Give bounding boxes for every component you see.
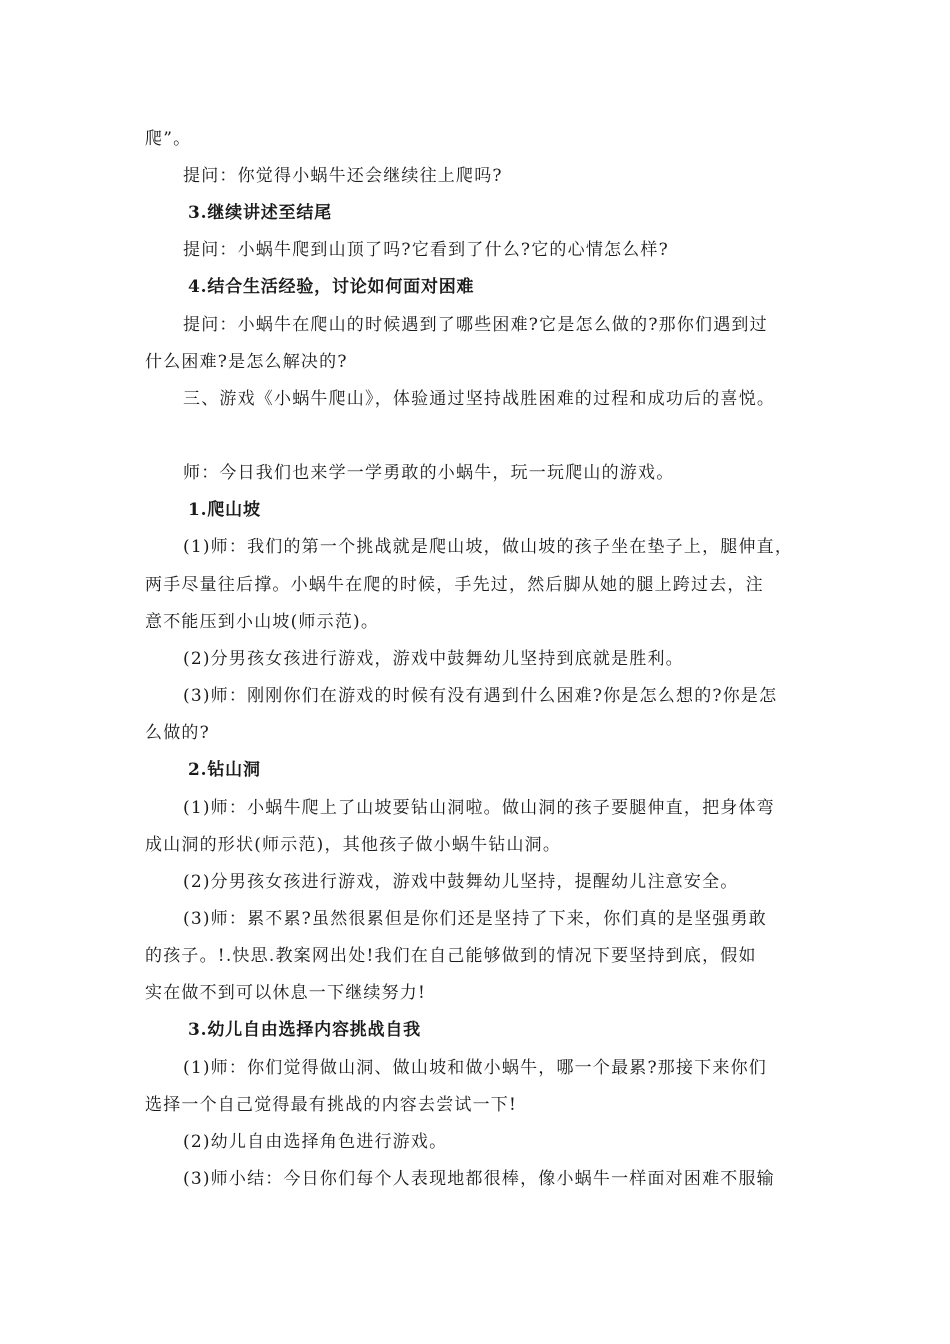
text-line: 选择一个自己觉得最有挑战的内容去尝试一下! bbox=[145, 1095, 518, 1115]
text-line: 提问：小蜗牛在爬山的时候遇到了哪些困难?它是怎么做的?那你们遇到过 bbox=[183, 315, 768, 335]
text-line: 提问：小蜗牛爬到山顶了吗?它看到了什么?它的心情怎么样? bbox=[183, 240, 669, 260]
text-line: 三、游戏《小蜗牛爬山》，体验通过坚持战胜困难的过程和成功后的喜悦。 bbox=[183, 389, 776, 409]
text-line: (1)师：小蜗牛爬上了山坡要钻山洞啦。做山洞的孩子要腿伸直，把身体弯 bbox=[183, 798, 775, 818]
text-line: (3)师小结：今日你们每个人表现地都很棒，像小蜗牛一样面对困难不服输 bbox=[183, 1169, 775, 1189]
text-line: 什么困难?是怎么解决的? bbox=[145, 352, 348, 372]
text-line: 师：今日我们也来学一学勇敢的小蜗牛，玩一玩爬山的游戏。 bbox=[183, 463, 675, 483]
text-line: (2)分男孩女孩进行游戏，游戏中鼓舞幼儿坚持到底就是胜利。 bbox=[183, 649, 684, 669]
text-line: 两手尽量往后撑。小蜗牛在爬的时候，手先过，然后脚从她的腿上跨过去，注 bbox=[145, 575, 764, 595]
text-line: (3)师：累不累?虽然很累但是你们还是坚持了下来，你们真的是坚强勇敢 bbox=[183, 909, 767, 929]
text-line: (1)师：你们觉得做山洞、做山坡和做小蜗牛，哪一个最累?那接下来你们 bbox=[183, 1058, 767, 1078]
text-line: 实在做不到可以休息一下继续努力! bbox=[145, 983, 427, 1003]
section-heading: 1.爬山坡 bbox=[188, 500, 261, 520]
text-line: 意不能压到小山坡(师示范)。 bbox=[145, 612, 380, 632]
text-line: (3)师：刚刚你们在游戏的时候有没有遇到什么困难?你是怎么想的?你是怎 bbox=[183, 686, 778, 706]
section-heading: 3.继续讲述至结尾 bbox=[188, 203, 332, 223]
section-heading: 4.结合生活经验，讨论如何面对困难 bbox=[188, 277, 475, 297]
text-line: (2)幼儿自由选择角色进行游戏。 bbox=[183, 1132, 448, 1152]
text-line: 爬”。 bbox=[145, 129, 192, 149]
section-heading: 3.幼儿自由选择内容挑战自我 bbox=[188, 1020, 421, 1040]
text-line: (1)师：我们的第一个挑战就是爬山坡，做山坡的孩子坐在垫子上，腿伸直， bbox=[183, 537, 794, 557]
text-line: 提问：你觉得小蜗牛还会继续往上爬吗? bbox=[183, 166, 503, 186]
text-line: 的孩子。!.快思.教案网出处!我们在自己能够做到的情况下要坚持到底，假如 bbox=[145, 946, 757, 966]
text-line: 成山洞的形状(师示范)，其他孩子做小蜗牛钻山洞。 bbox=[145, 835, 562, 855]
section-heading: 2.钻山洞 bbox=[188, 760, 261, 780]
text-line: (2)分男孩女孩进行游戏，游戏中鼓舞幼儿坚持，提醒幼儿注意安全。 bbox=[183, 872, 739, 892]
text-line: 么做的? bbox=[145, 723, 210, 743]
